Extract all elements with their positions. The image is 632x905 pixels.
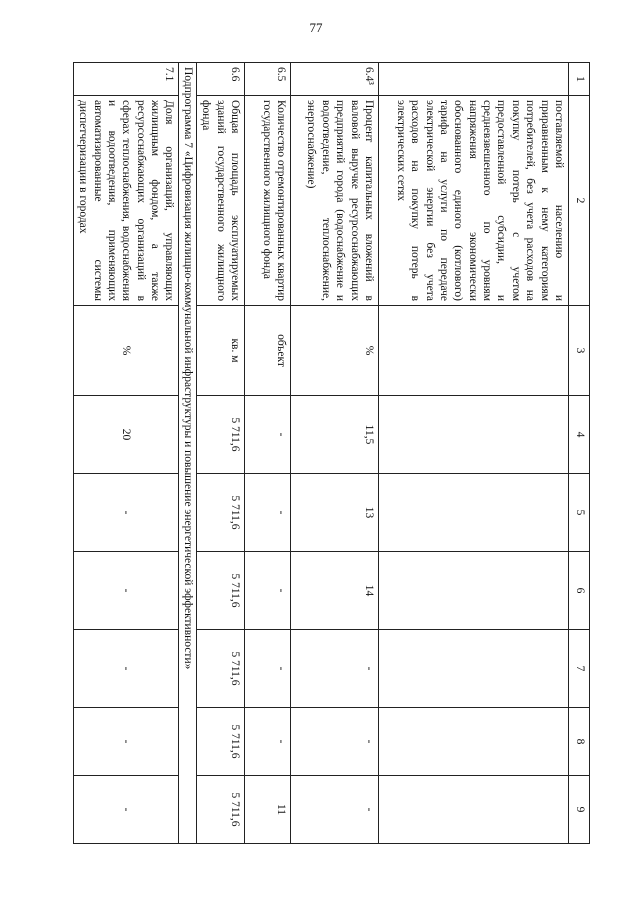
table-row xyxy=(245,63,291,844)
row-value: 13 xyxy=(291,474,379,552)
indicators-table xyxy=(73,62,590,844)
col-header: 8 xyxy=(569,708,590,776)
row-value: 11,5 xyxy=(291,396,379,474)
table-row xyxy=(291,63,379,844)
row-value: - xyxy=(73,776,179,844)
row-value: - xyxy=(291,630,379,708)
col-header: 3 xyxy=(569,306,590,396)
row-value: 5 711,6 xyxy=(196,776,244,844)
subprogram-title: Подпрограмма 7 «Цифровизация жилищно-коммунальной инфраструктуры и повышение энергетической эффективности» xyxy=(179,63,196,844)
col-header: 5 xyxy=(569,474,590,552)
row-value: - xyxy=(245,396,291,474)
row-description: Общая площадь эксплуатируемых зданий государственного жилищного фонда xyxy=(196,96,244,306)
row-unit: % xyxy=(291,306,379,396)
row-description: Процент капитальных вложений в валовой выручке ресурсоснабжающих предприятий города (водоснабжение и водоотведение, теплоснабжение, энергоснабжение) xyxy=(291,96,379,306)
row-value: 14 xyxy=(291,552,379,630)
row-unit: % xyxy=(73,306,179,396)
row-value: 11 xyxy=(245,776,291,844)
row-unit: объект xyxy=(245,306,291,396)
table-row xyxy=(379,63,569,844)
row-value xyxy=(379,552,569,630)
row-value: - xyxy=(245,708,291,776)
row-value xyxy=(379,708,569,776)
row-value xyxy=(379,776,569,844)
rotated-table-container xyxy=(77,62,590,843)
row-value: - xyxy=(291,708,379,776)
col-header: 7 xyxy=(569,630,590,708)
row-value: 5 711,6 xyxy=(196,630,244,708)
row-value xyxy=(379,630,569,708)
row-value: - xyxy=(73,552,179,630)
row-value xyxy=(379,474,569,552)
row-value: 20 xyxy=(73,396,179,474)
row-number: 7.1 xyxy=(73,63,179,96)
row-value: 5 711,6 xyxy=(196,552,244,630)
row-number: 6.4³ xyxy=(291,63,379,96)
col-header: 1 xyxy=(569,63,590,96)
row-value xyxy=(379,396,569,474)
row-value: 5 711,6 xyxy=(196,474,244,552)
subprogram-row xyxy=(179,63,196,844)
row-value: - xyxy=(245,552,291,630)
row-description: поставляемой населению и приравненным к нему категориям потребителей, без учета расходов на покупку потерь с учетом предоставленной субсидии, и средневзвешенного по уровням напряжения экономически обоснованного единого (котлового) тарифа на услуги по передаче электрической энергии без учета расходов на покупку потерь в электрических сетях xyxy=(379,96,569,306)
row-value: - xyxy=(73,474,179,552)
col-header: 4 xyxy=(569,396,590,474)
row-value: 5 711,6 xyxy=(196,708,244,776)
row-unit xyxy=(379,306,569,396)
row-value: - xyxy=(245,474,291,552)
row-value: - xyxy=(73,708,179,776)
row-value: - xyxy=(73,630,179,708)
row-number: 6.5 xyxy=(245,63,291,96)
row-number: 6.6 xyxy=(196,63,244,96)
row-value: - xyxy=(245,630,291,708)
row-number xyxy=(379,63,569,96)
row-unit: кв. м xyxy=(196,306,244,396)
page-number: 77 xyxy=(309,20,323,35)
col-header: 6 xyxy=(569,552,590,630)
table-row xyxy=(73,63,179,844)
table-row xyxy=(196,63,244,844)
row-description: Доля организаций, управляющих жилищным фондом, а также ресурсоснабжающих организаций в сферах теплоснабжения, водоснабжения и водоотведения, применяющих автоматизированные системы диспетчеризации в городах xyxy=(73,96,179,306)
row-value: - xyxy=(291,776,379,844)
col-header: 2 xyxy=(569,96,590,306)
col-header: 9 xyxy=(569,776,590,844)
row-value: 5 711,6 xyxy=(196,396,244,474)
header-row xyxy=(569,63,590,844)
row-description: Количество отремонтированных квартир государственного жилищного фонда xyxy=(245,96,291,306)
